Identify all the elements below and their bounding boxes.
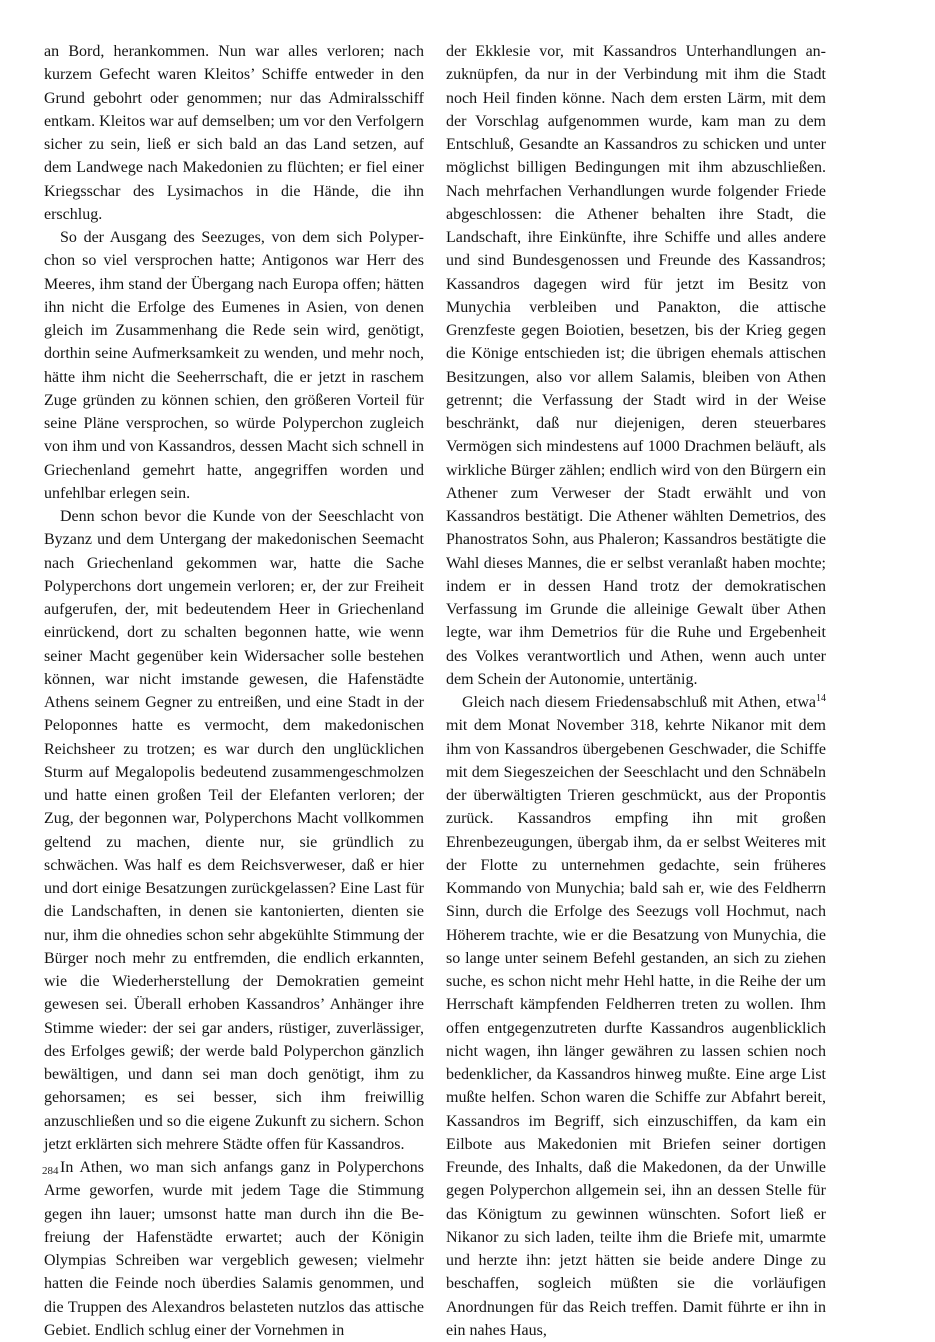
right-text-column <box>446 40 826 1339</box>
paragraph-kleitos-flight: an Bord, herankommen. Nun war alles verloren; nach kurzem Gefecht waren Kleitos’ Schiffe entweder in den Grund gebohrt oder genommen; nur das Admiralsschiff entkam. Kleitos war auf demselben; um vor den Verfolgern sicher zu sein, ließ er sich bald an das Land setzen, auf dem Landwege nach Makedonien zu flüchten; er fiel einer Kriegsschar des Lysimachos in die Hände, die ihn erschlug. <box>44 43 424 223</box>
paragraph-athens-mood: In Athen, wo man sich anfangs ganz in Polyperchons Arme geworfen, wurde mit jedem Tage die Stimmung gegen ihn lauer; umsonst hatte man durch ihn die Befreiung der Hafenstädte erwartet; auch der Königin Olympias Schreiben war vergeblich gewesen; vielmehr hatten die Feinde noch überdies Salamis genommen, und die Truppen des Alexandros belasteten nutzlos das attische Gebiet. Endlich schlug einer der Vornehmen in <box>44 1159 424 1339</box>
paragraph-nikanor-text-rest: mit dem Monat November 318, kehrte Nikanor mit dem ihm von Kassandros übergebenen Geschwader, die Schiffe mit dem Siegeszeichen der Seeschlacht und den Schnäbeln der überwältigten Trieren geschmückt, aus der Propontis zurück. Kassandros empfing ihn mit großen Ehrenbezeugungen, übergab ihm, da er selbst Weiteres mit der Flotte zu unternehmen gedachte, sein früheres Kommando von Munychia; bald sah er, wie des Feldherrn Sinn, durch die Erfolge des Seezugs voll Hochmut, nach Höherem trachte, wie er die Besatzung von Munychia, die so lange unter seinem Befehl gestanden, an sich zu ziehen suche, es schon nicht mehr Hehl hatte, in die Reihe der um Herrschaft kämpfenden Feldherren treten zu wollen. Ihm offen entgegenzutreten durfte Kassandros augenblicklich nicht wagen, ihn länger gewähren zu lassen schien noch bedenklicher, da Kassandros hinweg mußte. Eine arge List mußte helfen. Schon waren die Schiffe zur Abfahrt bereit, Kassandros im Begriff, sich einzuschiffen, da kam ein Eilbote aus Makedonien mit Briefen seiner dortigen Freunde, des Inhalts, daß die Makedonen, da der Unwille gegen Polyperchon allgemein sei, ihn an dessen Stelle für das Königtum zu gewinnen wünschten. Sofort ließ er Nikanor zu sich laden, teilte ihm die Briefe mit, umarmte und herzte ihn: jetzt hätten sie beide andere Dinge zu beschaffen, sogleich müßten sie die vorläufigen Anordnungen für das Reich treffen. Damit führte er ihn in ein nahes Haus, <box>446 717 826 1339</box>
paragraph-peace-with-kassandros: der Ekklesie vor, mit Kassandros Unterhandlungen anzuknüpfen, da nur in der Verbindung mit ihm die Stadt noch Heil finden könne. Nach dem ersten Lärm, mit dem der Vorschlag aufgenommen wurde, kam man zu dem Entschluß, Gesandte an Kassandros zu schicken und unter möglichst billigen Bedingungen mit ihm abzuschließen. Nach mehrfachen Verhandlungen wurde folgender Friede abgeschlossen: die Athener behalten ihre Stadt, die Landschaft, ihre Einkünfte, ihre Schiffe und alles andere und sind Bundesgenossen und Freunde des Kassandros; Kassandros dagegen wird für jetzt im Besitz von Munychia verbleiben und Panakton, die attische Grenzfeste gegen Boiotien, besetzen, bis der Krieg gegen die Könige entschieden ist; die übrigen ehemals attischen Besitzungen, also vor allem Salamis, bleiben von Athen getrennt; die Verfassung der Stadt wird in der Weise beschränkt, daß nur diejenigen, deren steuerbares Vermögen sich mindestens auf 1000 Drachmen beläuft, als wirkliche Bürger zählen; endlich wird von den Bürgern ein Athener zum Verweser der Stadt erwählt und von Kassandros bestätigt. Die Athener wählten Demetrios, des Phanostratos Sohn, aus Phaleron; Kassandros bestätigte die Wahl dieses Mannes, die er selbst veranlaßt haben mochte; indem er in dessen Hand trotz der demokratischen Verfassung im Grunde die alleinige Gewalt über Athen legte, war ihm Demetrios für die Ruhe und Ergebenheit des Volkes verantwortlich und Athen, wenn auch unter dem Schein der Autonomie, untertänig. <box>446 43 826 688</box>
left-text-column <box>44 40 424 1339</box>
page-number: 284 <box>42 1165 59 1177</box>
paragraph-seezug-outcome: So der Ausgang des Seezuges, von dem sich Polyperchon so viel versprochen hatte; Antigonos war Herr des Meeres, ihm stand der Übergang nach Europa offen; hätten ihn nicht die Erfolge des Eumenes in Asien, von denen gleich im Zusammenhang die Rede sein wird, genötigt, dorthin seine Aufmerksamkeit zu wenden, und mehr noch, hätte ihm nicht die Seeherrschaft, die er jetzt in raschem Zuge gründen zu können schien, den größeren Vorteil für seine Pläne versprochen, so würde Polyperchon zugleich von ihm und von Kassandros, dessen Macht sich schnell in Griechenland gemehrt hatte, angegriffen worden und unfehlbar erlegen sein. <box>44 229 424 502</box>
paragraph-nikanor-text-start: Gleich nach diesem Friedensabschluß mit Athen, etwa <box>462 694 816 711</box>
paragraph-nikanor-return <box>446 691 826 1342</box>
paragraph-polyperchon-losses: Denn schon bevor die Kunde von der Seeschlacht von Byzanz und dem Untergang der makedonischen Seemacht nach Griechenland gekommen war, hatte die Sache Polyperchons dort ungemein verloren; er, der zur Freiheit aufgerufen, der, mit bedeutendem Heer in Griechenland einrückend, dort zu schalten begonnen hatte, wie wenn seiner Macht gegenüber kein Widersacher solle bestehen können, war nicht imstande gewesen, die Hafenstädte Athens seinem Gegner zu entreißen, und eine Stadt in der Peloponnes hatte es vermocht, dem makedonischen Reichsheer zu trotzen; es war durch den unglücklichen Sturm auf Megalopolis bedeutend zusammengeschmolzen und hatte einen großen Teil der Elefanten verloren; der Zug, der begonnen war, Polyperchons Macht vollkommen geltend zu machen, diente nur, sie gründlich zu schwächen. Was half es dem Reichsverweser, daß er hier und dort einige Besatzungen zurückgelassen? Eine Last für die Landschaften, in denen sie kantonierten, dienten sie nur, ihm die ohnedies schon sehr abgekühlte Stimmung der Bürger noch mehr zu entfremden, die endlich erkannten, wie die Wiederherstellung der Demokratien gemeint gewesen sei. Überall erhoben Kassandros’ Anhänger ihre Stimme wieder: der sei gar anders, rüstiger, zuverlässiger, des Erfolges gewiß; der werde bald Polyperchon gänzlich bewältigen, und dann sei man doch genötigt, ihm zu gehorsamen; es sei besser, sich ihm freiwillig anzuschließen und so die eigene Zukunft zu sichern. Schon jetzt erklärten sich mehrere Städte offen für Kassandros. <box>44 508 424 1153</box>
footnote-reference: 14 <box>816 693 826 704</box>
